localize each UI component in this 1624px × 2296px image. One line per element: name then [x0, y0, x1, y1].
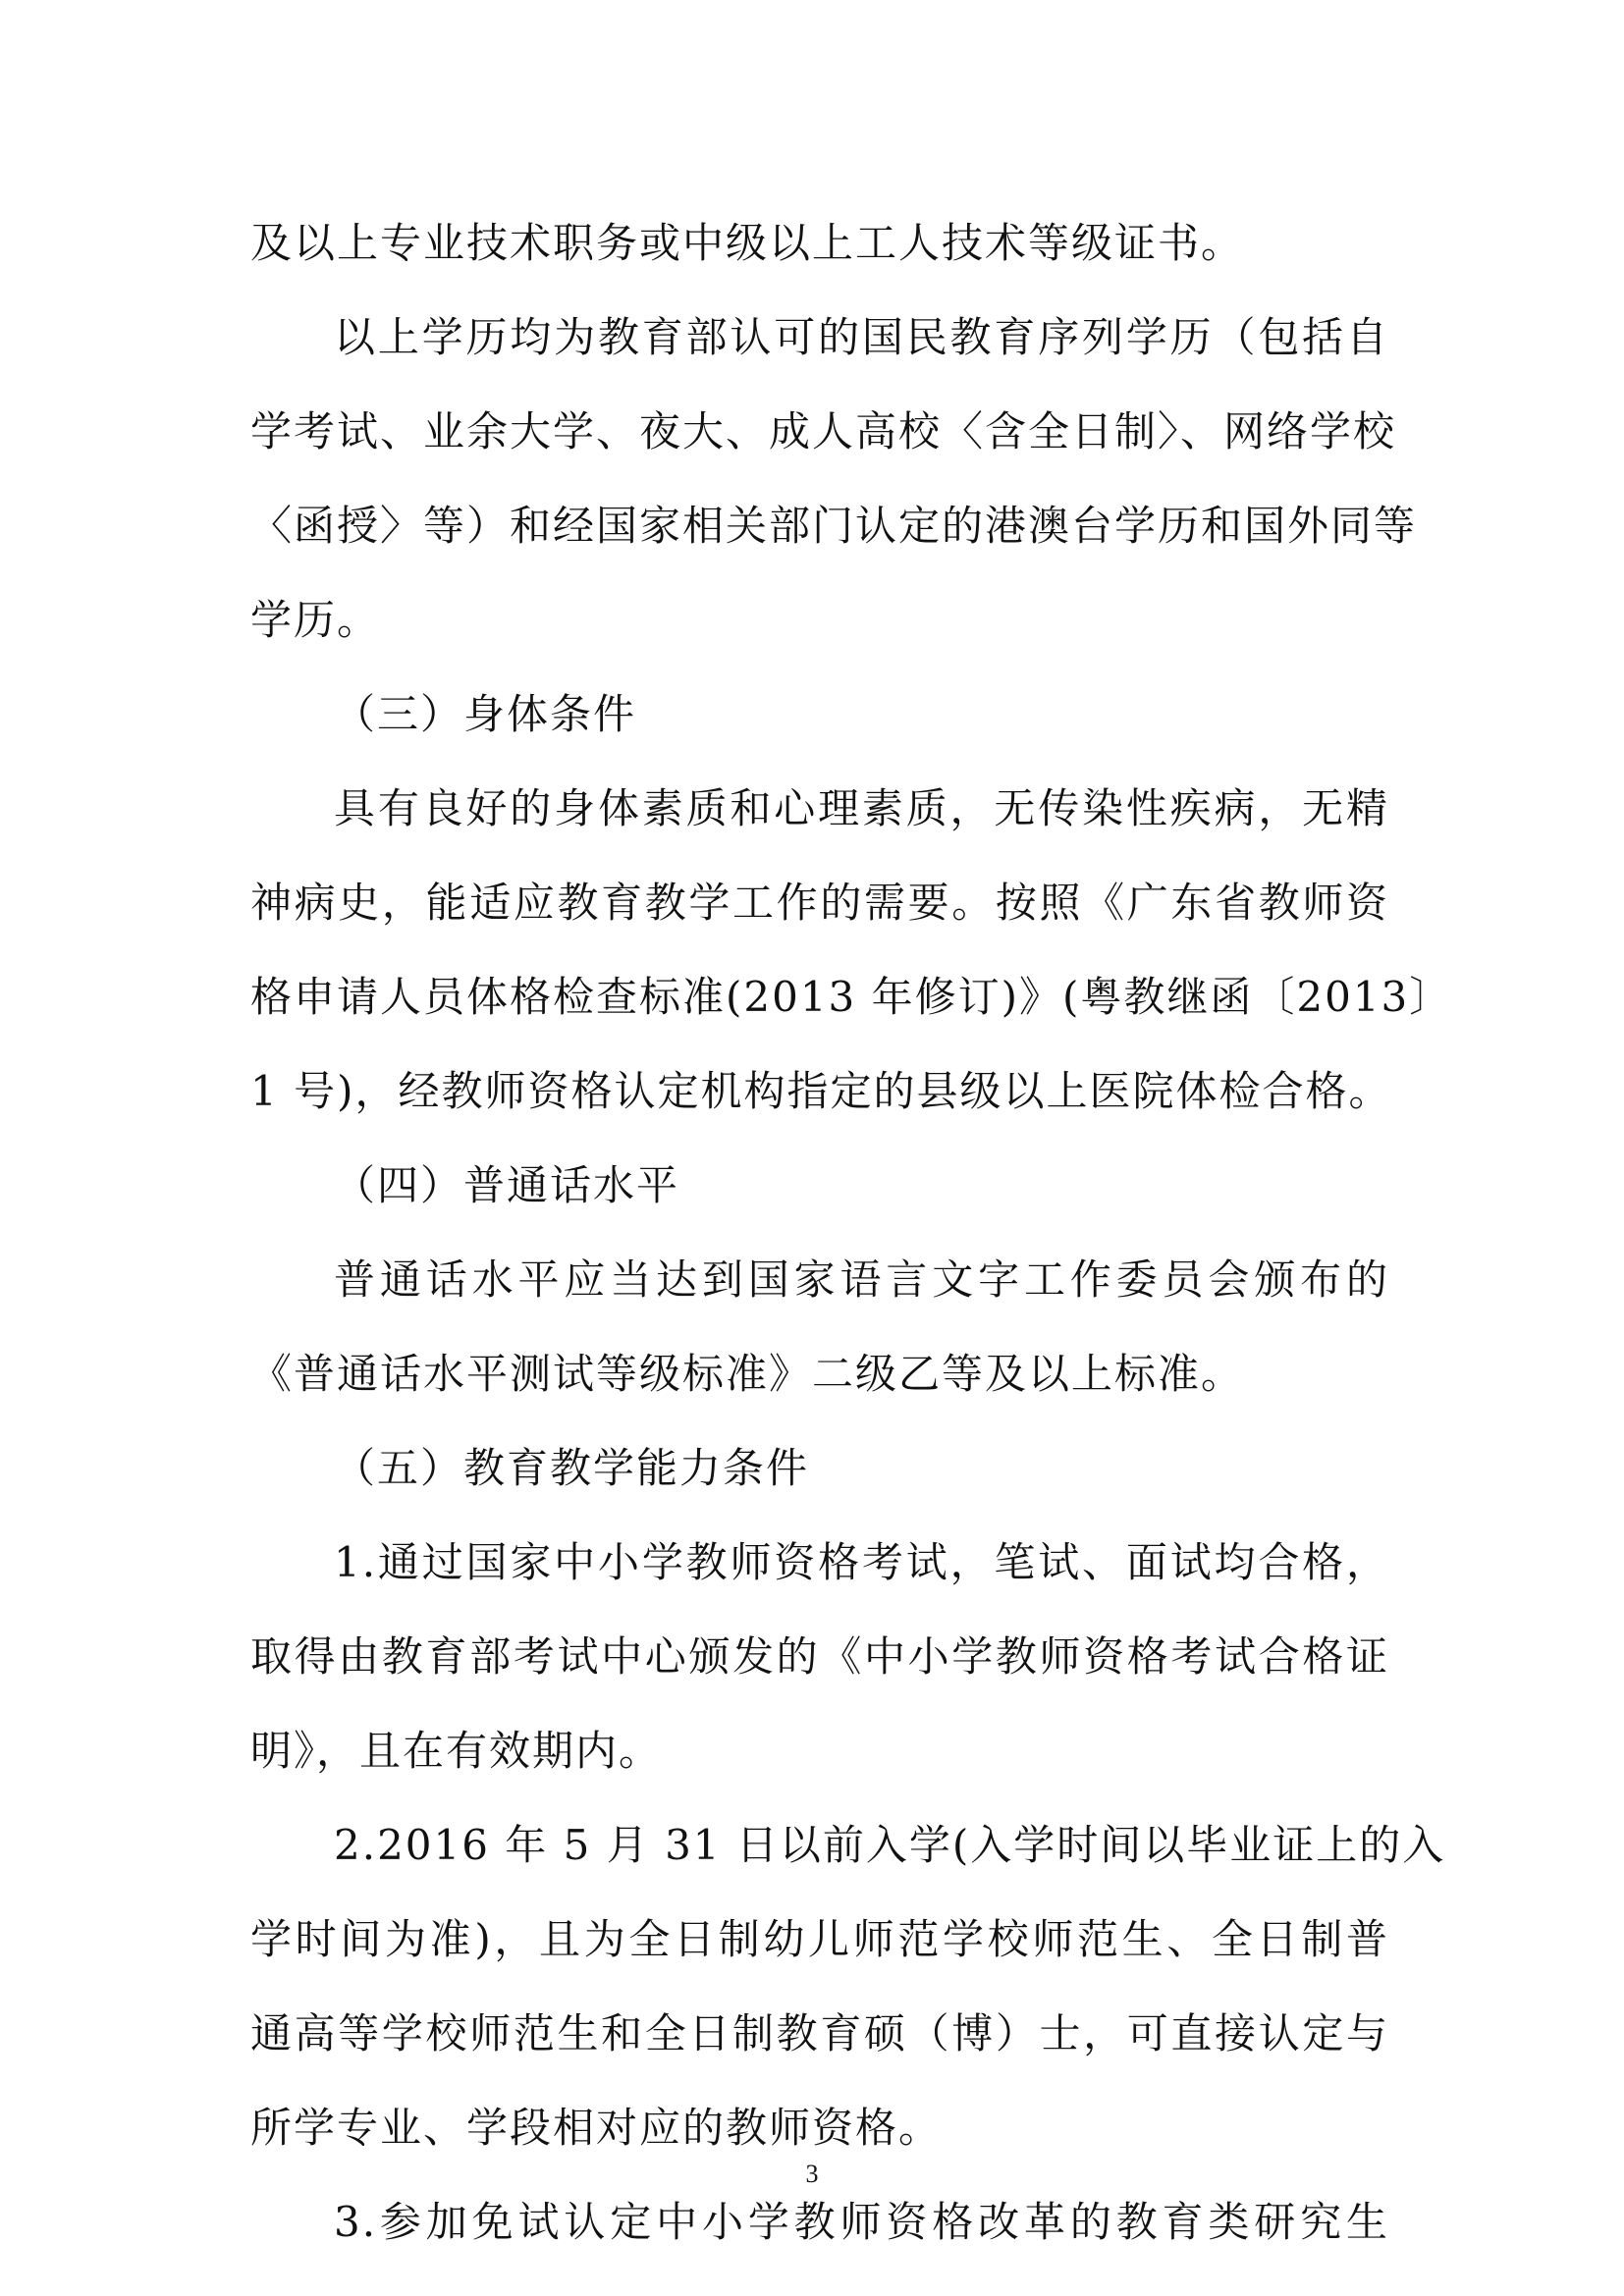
- section-heading: （四）普通话水平: [334, 1161, 680, 1209]
- paragraph-line: 格申请人员体格检查标准(2013 年修订)》(粤教继函〔2013〕: [250, 973, 1453, 1021]
- paragraph-line: 通高等学校师范生和全日制教育硕（博）士，可直接认定与: [250, 2009, 1389, 2057]
- paragraph-line: 2.2016 年 5 月 31 日以前入学(入学时间以毕业证上的入: [334, 1821, 1446, 1869]
- paragraph-line: 取得由教育部考试中心颁发的《中小学教师资格考试合格证: [250, 1632, 1389, 1681]
- paragraph-line: 3.参加免试认定中小学教师资格改革的教育类研究生: [334, 2198, 1389, 2246]
- paragraph-line: 神病史，能适应教育教学工作的需要。按照《广东省教师资: [250, 879, 1389, 927]
- paragraph-line: 学历。: [250, 596, 381, 644]
- section-heading: （三）身体条件: [334, 690, 637, 738]
- page-number: 3: [805, 2160, 819, 2188]
- paragraph-line: 学时间为准)，且为全日制幼儿师范学校师范生、全日制普: [250, 1915, 1389, 1963]
- paragraph-line: 学考试、业余大学、夜大、成人高校〈含全日制〉、网络学校: [250, 407, 1397, 455]
- paragraph-line: 明》，且在有效期内。: [250, 1727, 663, 1775]
- paragraph-line: 以上学历均为教育部认可的国民教育序列学历（包括自: [334, 313, 1389, 361]
- paragraph-line: 所学专业、学段相对应的教师资格。: [250, 2104, 943, 2152]
- section-heading: （五）教育教学能力条件: [334, 1444, 810, 1492]
- paragraph-line: 1.通过国家中小学教师资格考试，笔试、面试均合格，: [334, 1538, 1389, 1586]
- paragraph-line: 1 号)，经教师资格认定机构指定的县级以上医院体检合格。: [250, 1067, 1392, 1115]
- paragraph-line: 及以上专业技术职务或中级以上工人技术等级证书。: [250, 219, 1245, 267]
- paragraph-line: 《普通话水平测试等级标准》二级乙等及以上标准。: [250, 1350, 1245, 1398]
- paragraph-line: 〈函授〉等）和经国家相关部门认定的港澳台学历和国外同等: [250, 502, 1418, 550]
- paragraph-line: 普通话水平应当达到国家语言文字工作委员会颁布的: [334, 1255, 1389, 1304]
- paragraph-line: 具有良好的身体素质和心理素质，无传染性疾病，无精: [334, 784, 1389, 832]
